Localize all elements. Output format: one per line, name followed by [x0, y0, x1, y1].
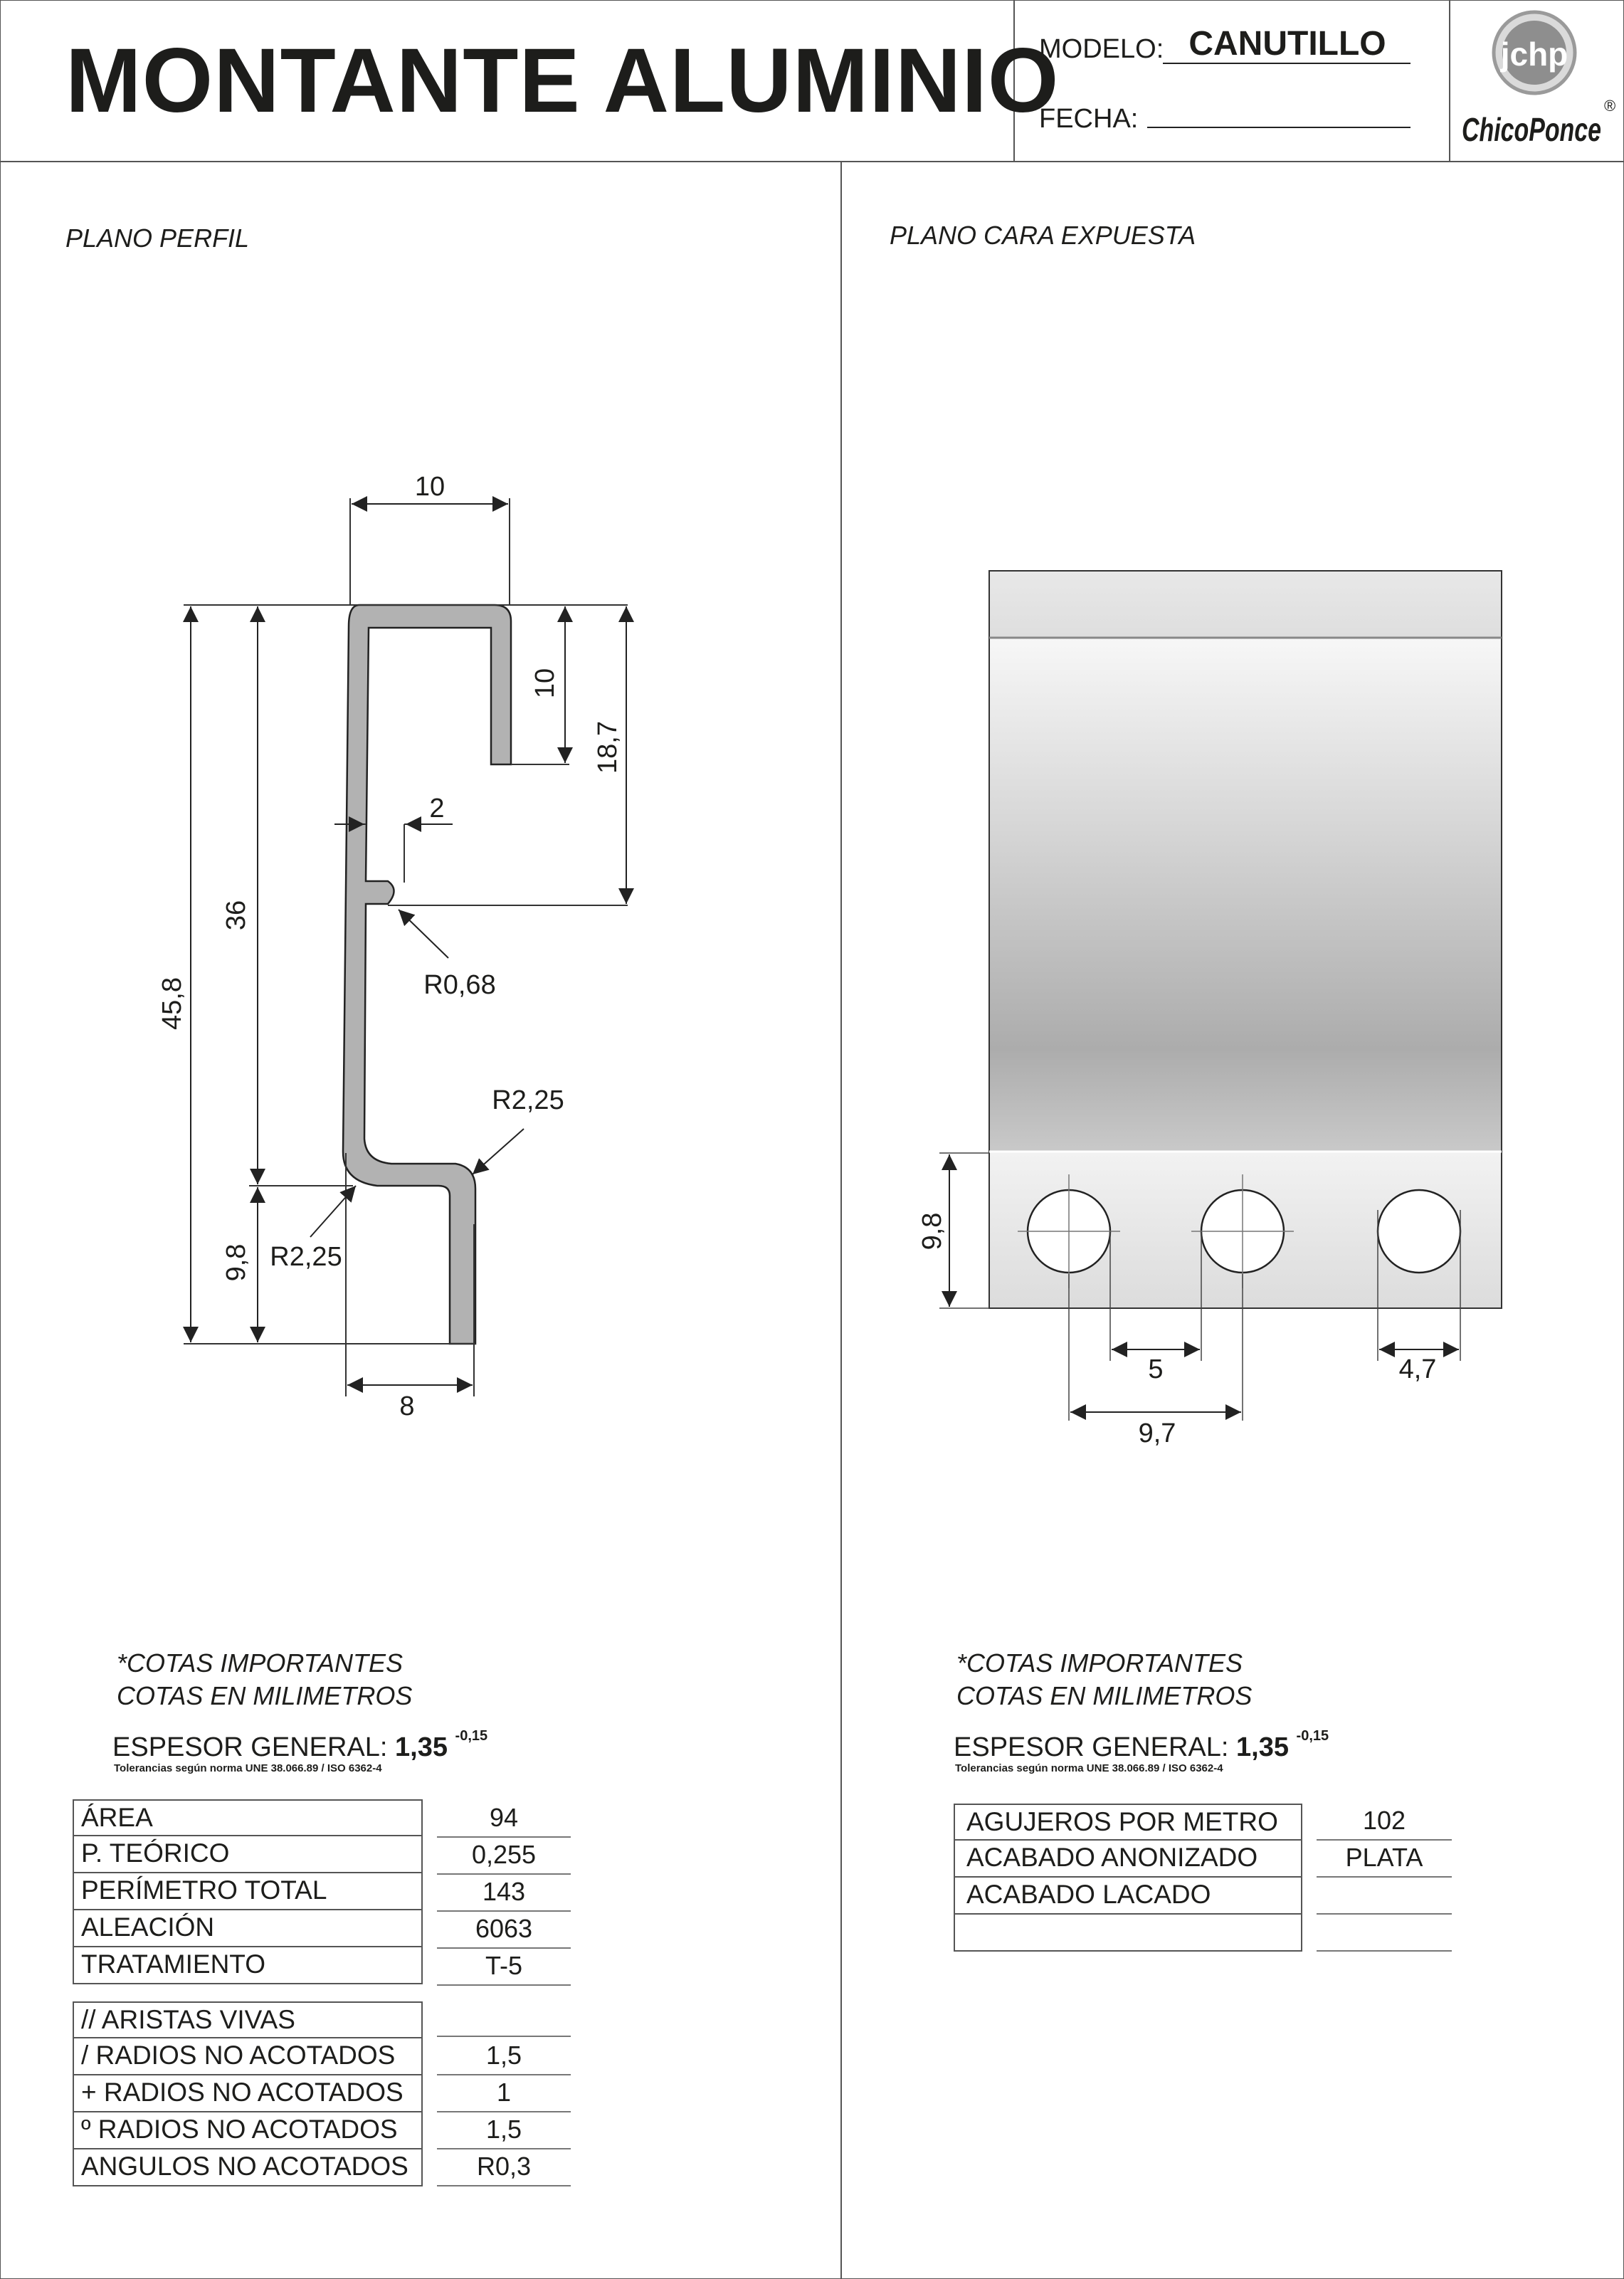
table1-row-aleacion-value: 6063 — [437, 1912, 571, 1949]
table2-row-radios3-label: º RADIOS NO ACOTADOS — [73, 2112, 423, 2149]
right-table-lacado-value — [1317, 1878, 1452, 1915]
right-note-2: COTAS EN MILIMETROS — [956, 1681, 1253, 1710]
table2-row-radios1-value: 1,5 — [437, 2038, 571, 2075]
right-table-agujeros-label: AGUJEROS POR METRO — [954, 1804, 1302, 1841]
table2-row-angulos-label: ANGULOS NO ACOTADOS — [73, 2149, 423, 2186]
left-note-1: *COTAS IMPORTANTES — [117, 1648, 404, 1678]
right-espesor — [954, 1728, 1329, 1763]
table1-row-tratamiento-label: TRATAMIENTO — [73, 1947, 423, 1984]
table1-row-perimetro-label: PERÍMETRO TOTAL — [73, 1873, 423, 1910]
table2-row-aristas-value — [437, 2000, 571, 2037]
table2-row-radios3-value: 1,5 — [437, 2112, 571, 2149]
dim-hole-pitch: 9,7 — [1138, 1419, 1176, 1448]
right-table-anonizado-label: ACABADO ANONIZADO — [954, 1841, 1302, 1878]
right-table-empty-label — [954, 1915, 1302, 1952]
table1-row-aleacion-label: ALEACIÓN — [73, 1910, 423, 1947]
right-table-lacado-label: ACABADO LACADO — [954, 1878, 1302, 1915]
table2-row-radios2-label: + RADIOS NO ACOTADOS — [73, 2075, 423, 2112]
plan-perfil-title: PLANO PERFIL — [65, 223, 250, 253]
exposed-face-drawing — [840, 0, 1623, 1495]
right-espesor-tolerance: -0,15 — [1296, 1728, 1329, 1744]
logo-mark: jchp — [1500, 36, 1568, 73]
table2-row-angulos-value: R0,3 — [437, 2149, 571, 2186]
left-espesor-label: ESPESOR GENERAL: — [112, 1732, 396, 1762]
dim-radius-lower: R2,25 — [270, 1242, 342, 1272]
dim-bottom-height: 9,8 — [221, 1243, 251, 1282]
dim-lip-height: 10 — [530, 668, 560, 699]
right-table-empty-value — [1317, 1915, 1452, 1952]
plan-cara-expuesta-title: PLANO CARA EXPUESTA — [890, 221, 1196, 250]
table1-row-perimetro-value: 143 — [437, 1875, 571, 1912]
leader-radius-small — [399, 910, 448, 958]
right-note-1: *COTAS IMPORTANTES — [956, 1648, 1243, 1678]
right-tolerance-note: Tolerancias según norma UNE 38.066.89 / ISO 6362-4 — [955, 1762, 1223, 1774]
dim-hole-gap: 5 — [1148, 1354, 1164, 1384]
leader-radius-upper — [473, 1129, 524, 1174]
table1-row-area-label: ÁREA — [73, 1799, 423, 1836]
dim-top-width: 10 — [414, 472, 445, 502]
right-espesor-label: ESPESOR GENERAL: — [954, 1732, 1237, 1762]
table1-row-peso-label: P. TEÓRICO — [73, 1836, 423, 1873]
leader-radius-lower — [310, 1186, 356, 1237]
dim-bottom-width: 8 — [399, 1391, 415, 1421]
dim-height-36: 36 — [221, 900, 251, 931]
dim-strip-height: 9,8 — [917, 1212, 947, 1251]
table2-row-radios2-value: 1 — [437, 2075, 571, 2112]
table2-row-radios1-label: / RADIOS NO ACOTADOS — [73, 2038, 423, 2075]
modelo-label: MODELO: — [1039, 34, 1164, 64]
table1-row-area-value: 94 — [437, 1801, 571, 1838]
dim-radius-upper: R2,25 — [492, 1085, 564, 1115]
left-tolerance-note: Tolerancias según norma UNE 38.066.89 / ISO 6362-4 — [114, 1762, 382, 1774]
page-title: MONTANTE ALUMINIO — [65, 30, 1060, 132]
left-espesor — [112, 1728, 487, 1763]
profile-drawing — [0, 0, 840, 1495]
table1-row-peso-value: 0,255 — [437, 1838, 571, 1875]
logo-registered-mark: ® — [1604, 97, 1616, 115]
right-table-anonizado-value: PLATA — [1317, 1841, 1452, 1878]
fecha-label: FECHA: — [1039, 104, 1139, 134]
table1-row-tratamiento-value: T-5 — [437, 1949, 571, 1986]
right-espesor-value: 1,35 — [1236, 1732, 1289, 1762]
left-note-2: COTAS EN MILIMETROS — [117, 1681, 413, 1710]
left-espesor-tolerance: -0,15 — [455, 1728, 488, 1744]
modelo-value: CANUTILLO — [1188, 25, 1386, 63]
dim-thickness: 2 — [429, 794, 445, 823]
dim-total-height: 45,8 — [157, 977, 187, 1030]
left-espesor-value: 1,35 — [395, 1732, 448, 1762]
table2-row-aristas-label: // ARISTAS VIVAS — [73, 2001, 423, 2038]
dim-hole-diameter: 4,7 — [1398, 1354, 1437, 1384]
right-table-agujeros-value: 102 — [1317, 1804, 1452, 1841]
dim-upper-height: 18,7 — [593, 721, 623, 774]
dim-radius-small: R0,68 — [423, 970, 496, 1000]
logo-brand: ChicoPonce — [1462, 111, 1601, 148]
